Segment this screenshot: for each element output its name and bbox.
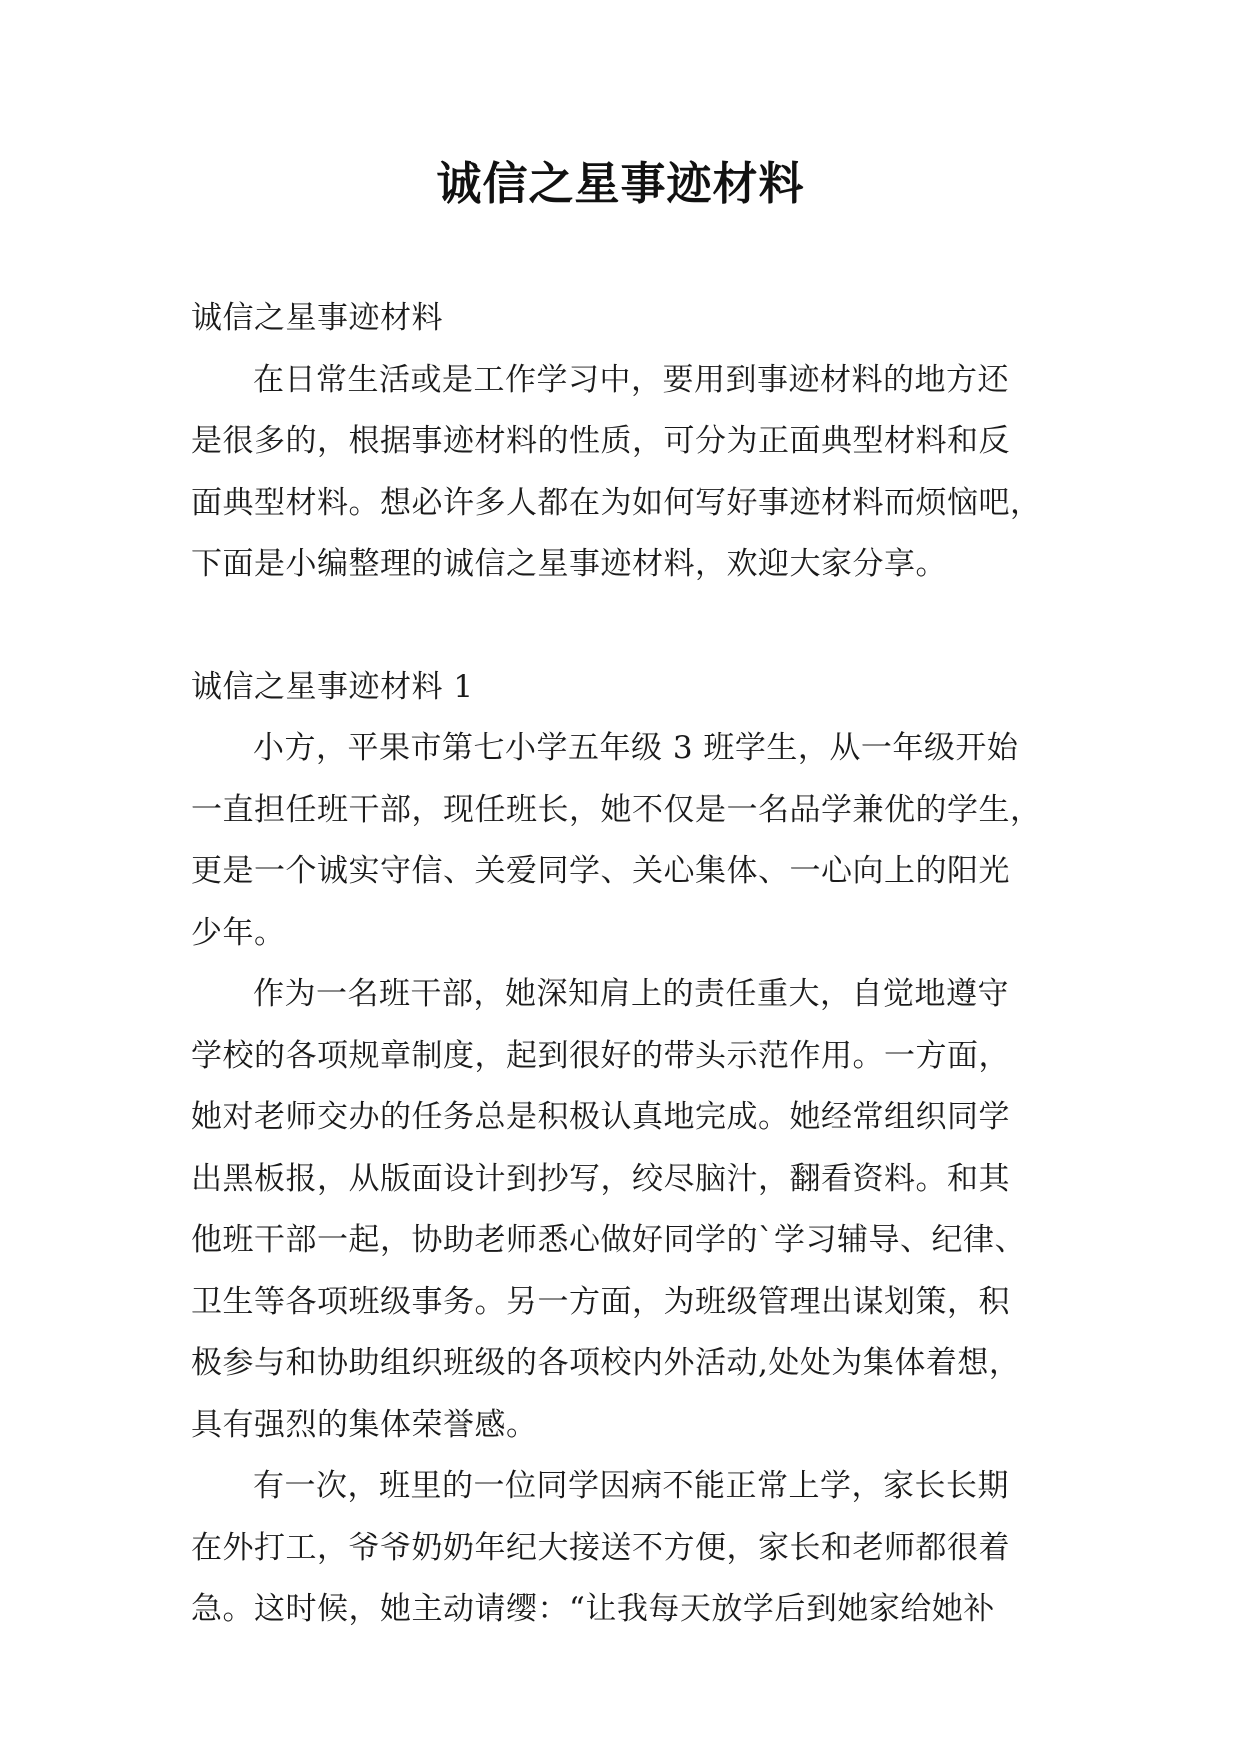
section1-paragraph-1: [191, 718, 1061, 964]
text-line: 在外打工，爷爷奶奶年纪大接送不方便，家长和老师都很着: [191, 1529, 1010, 1566]
section1-paragraph-2: [191, 964, 1061, 1456]
text-line: 极参与和协助组织班级的各项校内外活动,处处为集体着想，: [191, 1345, 1021, 1381]
intro-paragraph: [191, 350, 1061, 596]
text-line: 卫生等各项班级事务。另一方面，为班级管理出谋划策，积: [191, 1283, 1010, 1320]
text-line: 作为一名班干部，她深知肩上的责任重大，自觉地遵守: [253, 976, 1009, 1012]
text-line: 他班干部一起，协助老师悉心做好同学的`学习辅导、纪律、: [191, 1222, 1026, 1258]
text-line: 急。这时候，她主动请缨：“让我每天放学后到她家给她补: [191, 1591, 995, 1627]
text-line: 在日常生活或是工作学习中，要用到事迹材料的地方还: [253, 361, 1009, 398]
text-line: 出黑板报，从版面设计到抄写，绞尽脑汁，翻看资料。和其: [191, 1160, 1010, 1197]
text-line: 少年。: [191, 914, 286, 951]
text-line: 学校的各项规章制度，起到很好的带头示范作用。一方面，: [191, 1037, 1010, 1074]
text-line: 下面是小编整理的诚信之星事迹材料，欢迎大家分享。: [191, 546, 947, 582]
document-title: 诚信之星事迹材料: [436, 157, 805, 210]
section1-paragraph-3: [191, 1456, 1061, 1641]
section1-heading: 诚信之星事迹材料 1: [191, 668, 474, 705]
text-line: 有一次，班里的一位同学因病不能正常上学，家长长期: [253, 1468, 1009, 1504]
document-body: [191, 288, 1061, 1641]
text-line: 小方，平果市第七小学五年级 3 班学生，从一年级开始: [253, 730, 1019, 766]
text-line: 具有强烈的集体荣誉感。: [191, 1406, 538, 1443]
intro-heading: 诚信之星事迹材料: [191, 300, 443, 336]
text-line: 是很多的，根据事迹材料的性质，可分为正面典型材料和反: [191, 423, 1010, 459]
text-line: 一直担任班干部，现任班长，她不仅是一名品学兼优的学生，: [191, 791, 1042, 828]
text-line: 更是一个诚实守信、关爱同学、关心集体、一心向上的阳光: [191, 853, 1010, 889]
text-line: 面典型材料。想必许多人都在为如何写好事迹材料而烦恼吧，: [191, 484, 1042, 521]
section-spacer: [191, 596, 1061, 657]
text-line: 她对老师交办的任务总是积极认真地完成。她经常组织同学: [191, 1099, 1010, 1135]
